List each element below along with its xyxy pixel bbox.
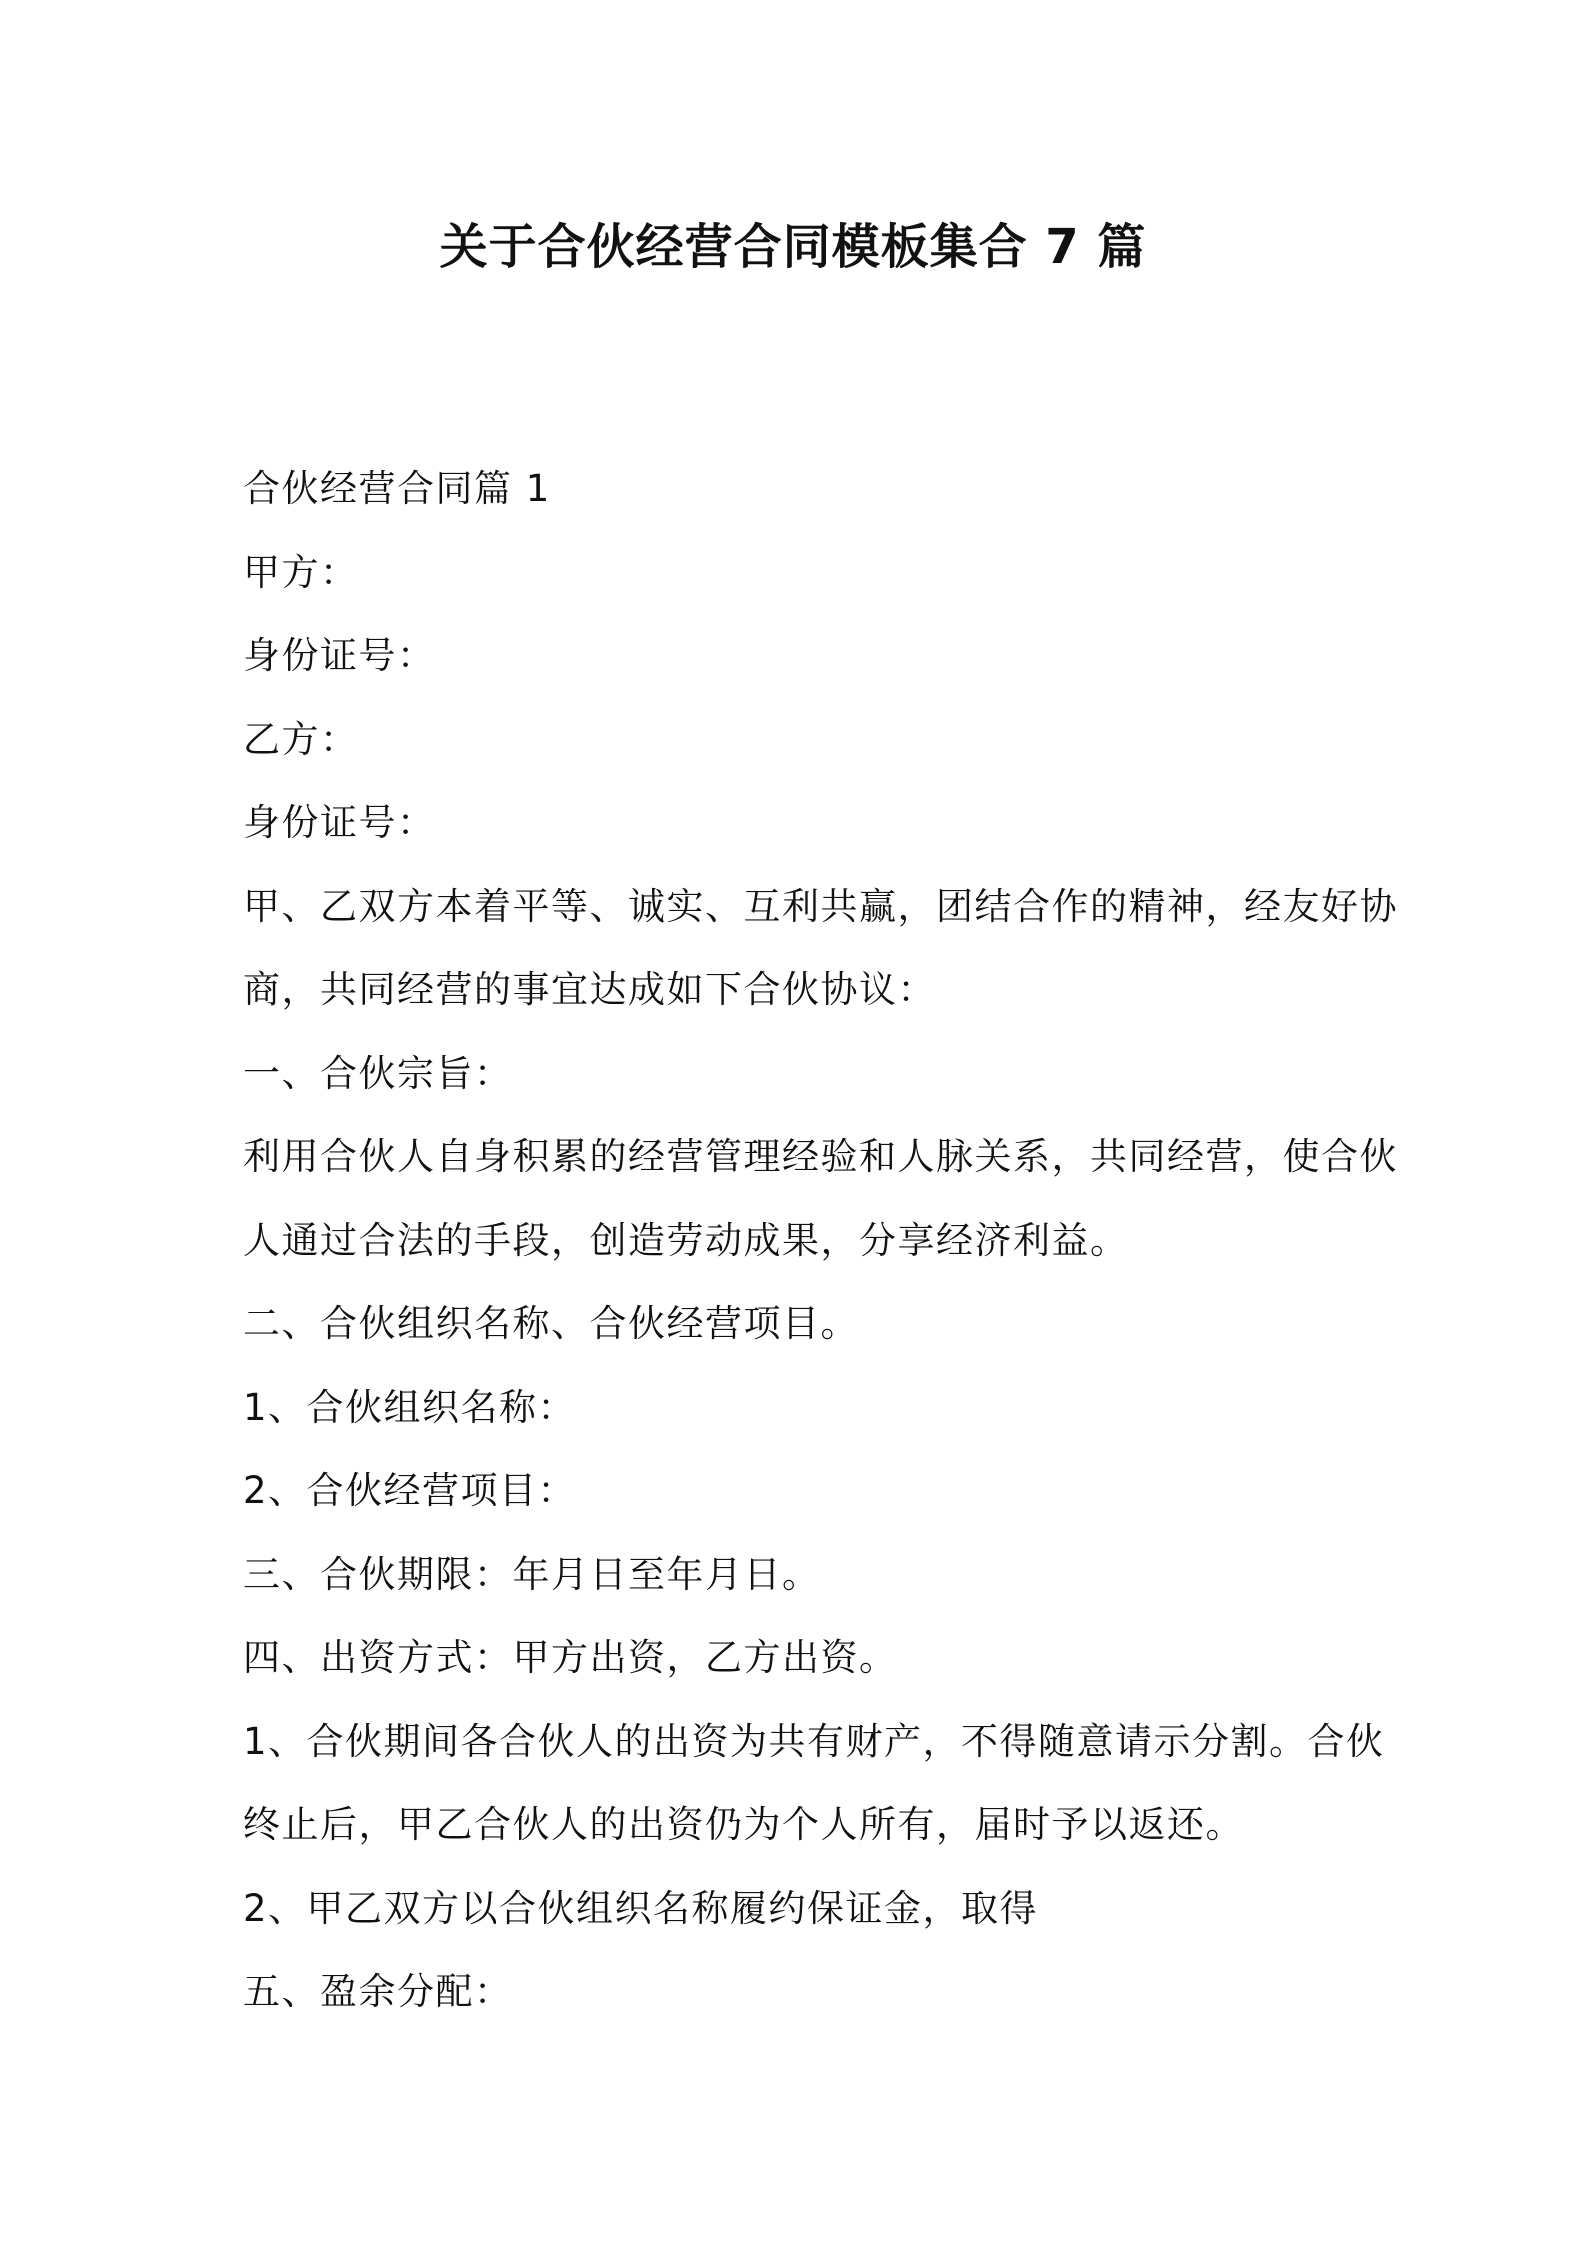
clause-heading: 二、合伙组织名称、合伙经营项目。 [243,1302,859,1345]
clause-heading: 三、合伙期限：年月日至年月日。 [243,1552,821,1596]
clause-item: 1、合伙期间各合伙人的出资为共有财产，不得随意请示分割。合伙 [243,1719,1385,1763]
clause-heading: 五、盈余分配： [243,1970,513,2013]
clause-heading: 一、合伙宗旨： [243,1051,513,1095]
section-heading: 合伙经营合同篇 1 [243,467,551,510]
party-b-label: 乙方： [243,717,359,761]
clause-item: 2、合伙经营项目： [243,1469,577,1512]
clause-text-line: 人通过合法的手段，创造劳动成果，分享经济利益。 [243,1218,1129,1262]
clause-text-line: 终止后，甲乙合伙人的出资仍为个人所有，届时予以返还。 [243,1803,1244,1846]
party-b-id-label: 身份证号： [243,801,436,844]
document-body [243,447,1398,2034]
clause-heading: 四、出资方式：甲方出资，乙方出资。 [243,1636,898,1679]
intro-paragraph-line: 甲、乙双方本着平等、诚实、互利共赢，团结合作的精神，经友好协 [243,884,1398,928]
clause-item: 2、甲乙双方以合伙组织名称履约保证金，取得 [243,1886,1039,1930]
intro-paragraph-line: 商，共同经营的事宜达成如下合伙协议： [243,968,936,1011]
party-a-label: 甲方： [243,550,359,594]
party-a-id-label: 身份证号： [243,634,436,677]
clause-item: 1、合伙组织名称： [243,1385,577,1429]
clause-text-line: 利用合伙人自身积累的经营管理经验和人脉关系，共同经营，使合伙 [243,1135,1398,1178]
document-title: 关于合伙经营合同模板集合 7 篇 [439,219,1147,275]
